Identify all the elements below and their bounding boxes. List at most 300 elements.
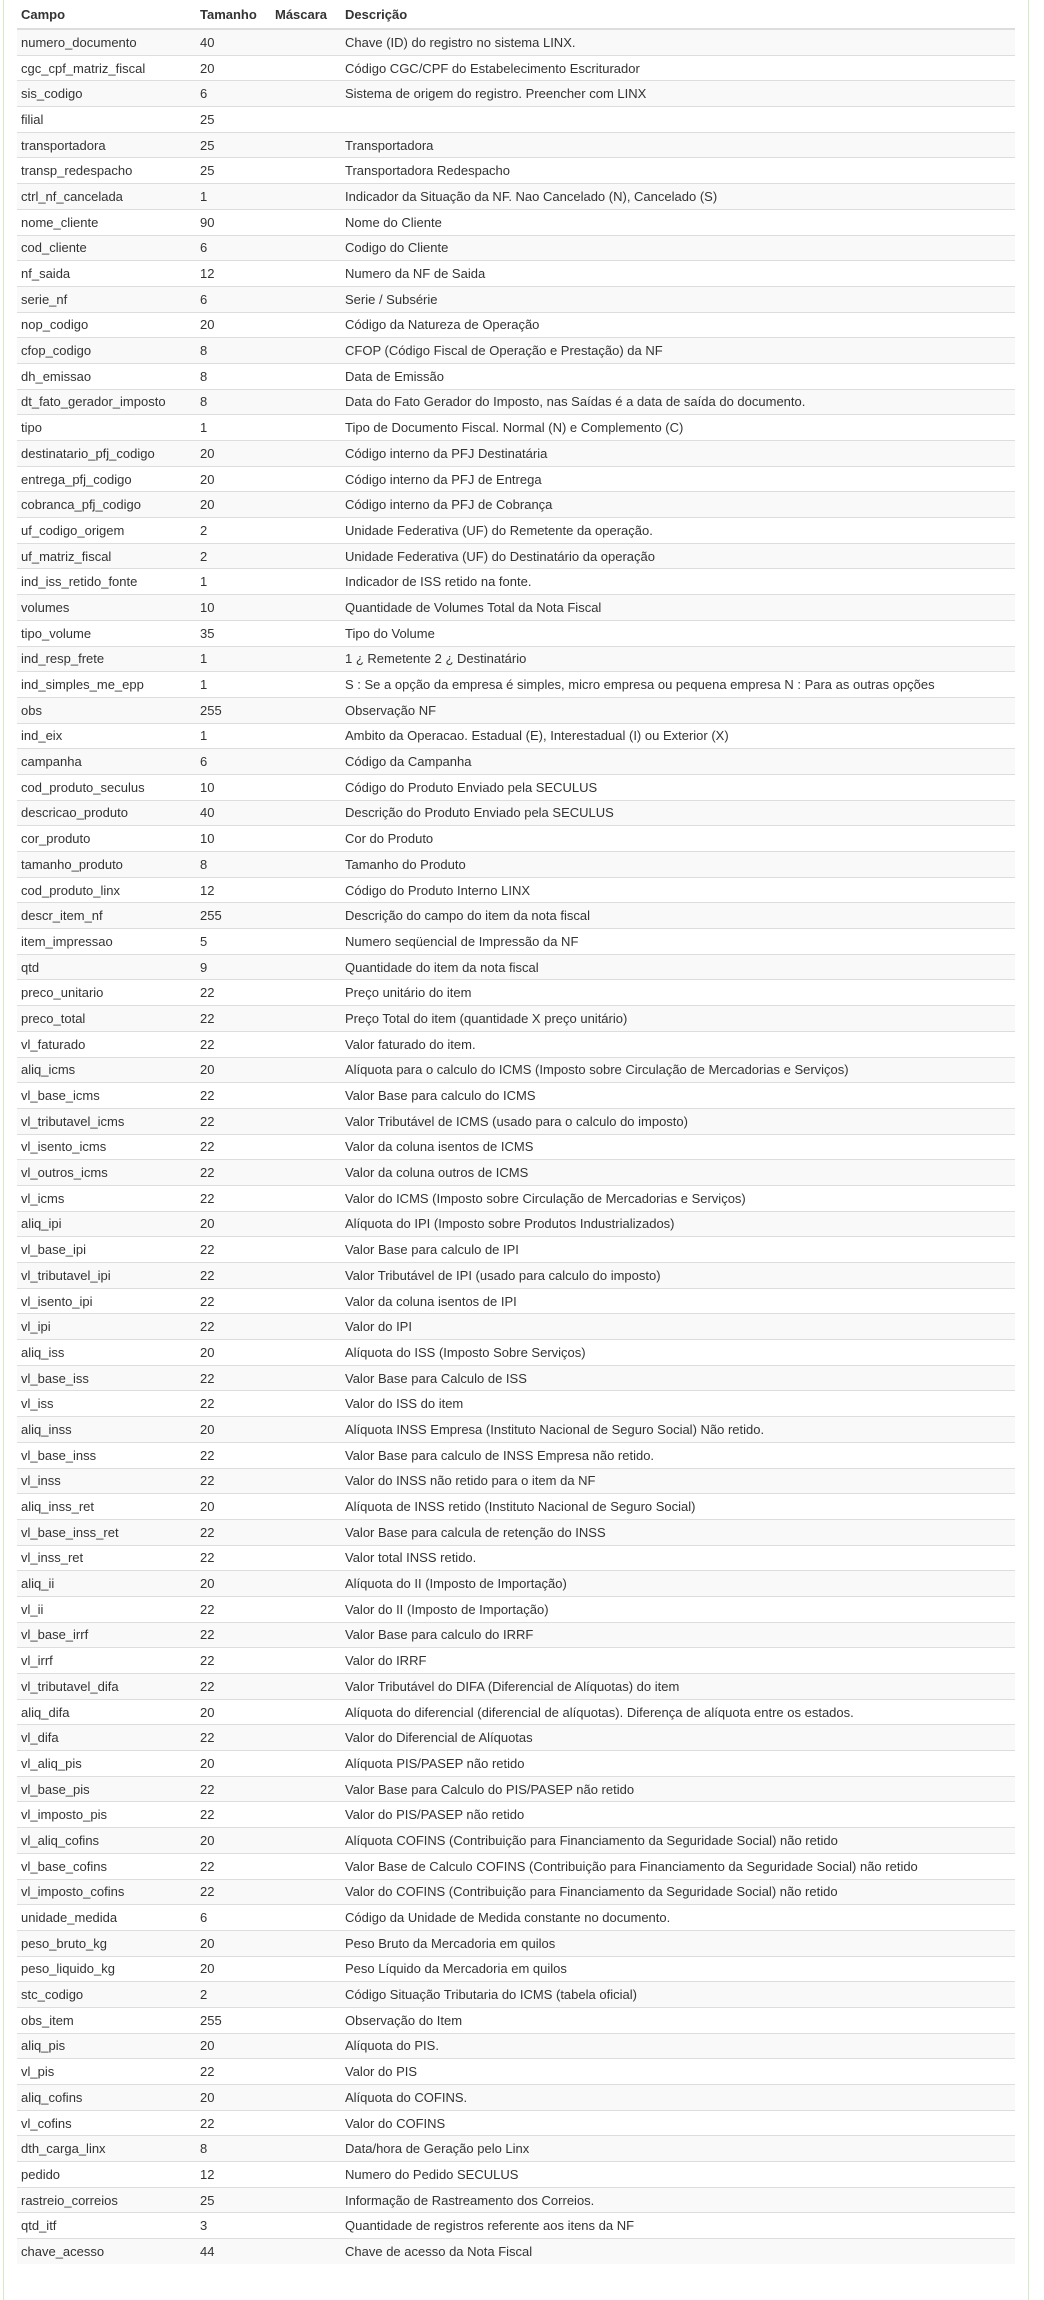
cell-campo: vl_tributavel_ipi <box>17 1263 196 1289</box>
cell-campo: vl_base_iss <box>17 1365 196 1391</box>
cell-mascara <box>271 980 341 1006</box>
cell-descricao: Observação do Item <box>341 2007 1015 2033</box>
cell-tamanho: 25 <box>196 158 271 184</box>
cell-mascara <box>271 1519 341 1545</box>
cell-campo: vl_base_pis <box>17 1776 196 1802</box>
cell-campo: cfop_codigo <box>17 338 196 364</box>
table-row <box>17 672 1015 698</box>
cell-tamanho: 20 <box>196 312 271 338</box>
column-header-campo: Campo <box>17 0 196 29</box>
cell-mascara <box>271 1468 341 1494</box>
cell-descricao: Indicador da Situação da NF. Nao Cancelado (N), Cancelado (S) <box>341 184 1015 210</box>
table-body <box>17 29 1015 2264</box>
cell-mascara <box>271 1057 341 1083</box>
cell-descricao: Data/hora de Geração pelo Linx <box>341 2136 1015 2162</box>
cell-tamanho: 8 <box>196 389 271 415</box>
cell-descricao: Codigo do Cliente <box>341 235 1015 261</box>
cell-mascara <box>271 1622 341 1648</box>
cell-mascara <box>271 492 341 518</box>
cell-mascara <box>271 1237 341 1263</box>
cell-descricao: Valor faturado do item. <box>341 1031 1015 1057</box>
cell-mascara <box>271 723 341 749</box>
cell-tamanho: 44 <box>196 2239 271 2264</box>
cell-campo: vl_ii <box>17 1596 196 1622</box>
cell-descricao: Serie / Subsérie <box>341 286 1015 312</box>
cell-descricao: Código da Unidade de Medida constante no documento. <box>341 1905 1015 1931</box>
cell-tamanho: 8 <box>196 2136 271 2162</box>
cell-mascara <box>271 184 341 210</box>
cell-descricao: Numero da NF de Saida <box>341 261 1015 287</box>
cell-descricao: Valor da coluna isentos de ICMS <box>341 1134 1015 1160</box>
cell-descricao: Descrição do campo do item da nota fiscal <box>341 903 1015 929</box>
cell-descricao: Ambito da Operacao. Estadual (E), Interestadual (I) ou Exterior (X) <box>341 723 1015 749</box>
cell-mascara <box>271 1982 341 2008</box>
cell-tamanho: 10 <box>196 595 271 621</box>
cell-tamanho: 25 <box>196 132 271 158</box>
cell-campo: dt_fato_gerador_imposto <box>17 389 196 415</box>
cell-descricao: S : Se a opção da empresa é simples, micro empresa ou pequena empresa N : Para as outras opções <box>341 672 1015 698</box>
cell-tamanho: 22 <box>196 1648 271 1674</box>
cell-mascara <box>271 1494 341 1520</box>
cell-descricao: Valor do ICMS (Imposto sobre Circulação de Mercadorias e Serviços) <box>341 1185 1015 1211</box>
cell-descricao: Transportadora <box>341 132 1015 158</box>
cell-campo: vl_tributavel_icms <box>17 1108 196 1134</box>
table-row <box>17 543 1015 569</box>
cell-descricao: Quantidade do item da nota fiscal <box>341 954 1015 980</box>
cell-tamanho: 6 <box>196 81 271 107</box>
cell-mascara <box>271 1340 341 1366</box>
cell-campo: nome_cliente <box>17 209 196 235</box>
cell-campo: vl_difa <box>17 1725 196 1751</box>
table-row <box>17 184 1015 210</box>
table-row <box>17 1519 1015 1545</box>
table-row <box>17 1391 1015 1417</box>
cell-tamanho: 1 <box>196 415 271 441</box>
cell-mascara <box>271 1108 341 1134</box>
field-definition-table <box>17 0 1015 2264</box>
cell-tamanho: 1 <box>196 184 271 210</box>
cell-mascara <box>271 697 341 723</box>
cell-campo: item_impressao <box>17 929 196 955</box>
cell-tamanho: 20 <box>196 1571 271 1597</box>
table-row <box>17 1211 1015 1237</box>
cell-campo: sis_codigo <box>17 81 196 107</box>
table-row <box>17 1751 1015 1777</box>
cell-tamanho: 22 <box>196 1879 271 1905</box>
cell-tamanho: 20 <box>196 1211 271 1237</box>
cell-descricao: Alíquota do ISS (Imposto Sobre Serviços) <box>341 1340 1015 1366</box>
cell-tamanho: 40 <box>196 29 271 55</box>
cell-campo: tipo_volume <box>17 620 196 646</box>
cell-tamanho: 22 <box>196 1725 271 1751</box>
cell-mascara <box>271 2033 341 2059</box>
table-row <box>17 338 1015 364</box>
table-row <box>17 2033 1015 2059</box>
table-row <box>17 1417 1015 1443</box>
table-row <box>17 1237 1015 1263</box>
cell-campo: descricao_produto <box>17 800 196 826</box>
cell-tamanho: 20 <box>196 1699 271 1725</box>
cell-campo: preco_total <box>17 1006 196 1032</box>
cell-campo: vl_base_inss_ret <box>17 1519 196 1545</box>
table-row <box>17 620 1015 646</box>
cell-campo: dh_emissao <box>17 363 196 389</box>
cell-tamanho: 1 <box>196 672 271 698</box>
cell-descricao: Valor do IPI <box>341 1314 1015 1340</box>
table-row <box>17 158 1015 184</box>
table-row <box>17 1340 1015 1366</box>
table-row <box>17 2110 1015 2136</box>
cell-mascara <box>271 441 341 467</box>
cell-campo: vl_base_cofins <box>17 1853 196 1879</box>
table-row <box>17 132 1015 158</box>
table-row <box>17 1108 1015 1134</box>
cell-campo: campanha <box>17 749 196 775</box>
cell-campo: cor_produto <box>17 826 196 852</box>
cell-descricao: Código da Natureza de Operação <box>341 312 1015 338</box>
table-row <box>17 1365 1015 1391</box>
cell-campo: vl_base_irrf <box>17 1622 196 1648</box>
cell-campo: cobranca_pfj_codigo <box>17 492 196 518</box>
table-row <box>17 2136 1015 2162</box>
table-row <box>17 1802 1015 1828</box>
column-header-descricao: Descrição <box>341 0 1015 29</box>
cell-descricao: Valor do COFINS (Contribuição para Financiamento da Seguridade Social) não retido <box>341 1879 1015 1905</box>
cell-campo: vl_pis <box>17 2059 196 2085</box>
cell-descricao: Código da Campanha <box>341 749 1015 775</box>
cell-tamanho: 20 <box>196 1057 271 1083</box>
cell-mascara <box>271 929 341 955</box>
cell-tamanho: 35 <box>196 620 271 646</box>
cell-descricao: Alíquota do IPI (Imposto sobre Produtos Industrializados) <box>341 1211 1015 1237</box>
cell-campo: stc_codigo <box>17 1982 196 2008</box>
cell-descricao <box>341 107 1015 133</box>
cell-campo: filial <box>17 107 196 133</box>
cell-tamanho: 22 <box>196 1776 271 1802</box>
cell-descricao: Indicador de ISS retido na fonte. <box>341 569 1015 595</box>
cell-campo: aliq_iss <box>17 1340 196 1366</box>
cell-mascara <box>271 1725 341 1751</box>
cell-mascara <box>271 1699 341 1725</box>
cell-descricao: Valor do II (Imposto de Importação) <box>341 1596 1015 1622</box>
cell-tamanho: 1 <box>196 569 271 595</box>
cell-campo: chave_acesso <box>17 2239 196 2264</box>
cell-tamanho: 20 <box>196 1828 271 1854</box>
cell-campo: vl_aliq_pis <box>17 1751 196 1777</box>
cell-mascara <box>271 1031 341 1057</box>
cell-tamanho: 5 <box>196 929 271 955</box>
cell-tamanho: 20 <box>196 492 271 518</box>
table-row <box>17 1879 1015 1905</box>
cell-tamanho: 12 <box>196 2162 271 2188</box>
cell-mascara <box>271 826 341 852</box>
frame-border-left <box>3 0 4 2300</box>
table-row <box>17 903 1015 929</box>
cell-tamanho: 22 <box>196 1545 271 1571</box>
cell-mascara <box>271 2059 341 2085</box>
cell-campo: obs <box>17 697 196 723</box>
cell-descricao: Chave de acesso da Nota Fiscal <box>341 2239 1015 2264</box>
cell-tamanho: 20 <box>196 466 271 492</box>
cell-campo: vl_imposto_cofins <box>17 1879 196 1905</box>
cell-mascara <box>271 543 341 569</box>
cell-mascara <box>271 1006 341 1032</box>
table-row <box>17 595 1015 621</box>
cell-tamanho: 20 <box>196 55 271 81</box>
cell-campo: entrega_pfj_codigo <box>17 466 196 492</box>
cell-descricao: Código do Produto Interno LINX <box>341 877 1015 903</box>
cell-campo: aliq_ii <box>17 1571 196 1597</box>
cell-campo: ind_eix <box>17 723 196 749</box>
cell-descricao: Unidade Federativa (UF) do Destinatário da operação <box>341 543 1015 569</box>
table-row <box>17 2162 1015 2188</box>
cell-descricao: Cor do Produto <box>341 826 1015 852</box>
cell-descricao: Valor do INSS não retido para o item da NF <box>341 1468 1015 1494</box>
cell-descricao: CFOP (Código Fiscal de Operação e Prestação) da NF <box>341 338 1015 364</box>
cell-descricao: Código interno da PFJ de Entrega <box>341 466 1015 492</box>
cell-tamanho: 8 <box>196 852 271 878</box>
cell-mascara <box>271 1751 341 1777</box>
cell-descricao: Descrição do Produto Enviado pela SECULUS <box>341 800 1015 826</box>
cell-descricao: Numero do Pedido SECULUS <box>341 2162 1015 2188</box>
cell-campo: cod_produto_seculus <box>17 774 196 800</box>
cell-campo: uf_codigo_origem <box>17 518 196 544</box>
cell-mascara <box>271 1160 341 1186</box>
cell-campo: nf_saida <box>17 261 196 287</box>
cell-descricao: Nome do Cliente <box>341 209 1015 235</box>
table-row <box>17 1905 1015 1931</box>
cell-campo: vl_isento_icms <box>17 1134 196 1160</box>
cell-tamanho: 25 <box>196 2187 271 2213</box>
table-row <box>17 2239 1015 2264</box>
table-row <box>17 1442 1015 1468</box>
cell-campo: volumes <box>17 595 196 621</box>
cell-mascara <box>271 107 341 133</box>
cell-tamanho: 22 <box>196 1134 271 1160</box>
cell-campo: vl_iss <box>17 1391 196 1417</box>
cell-tamanho: 3 <box>196 2213 271 2239</box>
table-row <box>17 1699 1015 1725</box>
cell-mascara <box>271 1417 341 1443</box>
cell-campo: aliq_difa <box>17 1699 196 1725</box>
table-row <box>17 389 1015 415</box>
cell-tamanho: 22 <box>196 1031 271 1057</box>
cell-campo: cgc_cpf_matriz_fiscal <box>17 55 196 81</box>
cell-mascara <box>271 569 341 595</box>
cell-campo: ctrl_nf_cancelada <box>17 184 196 210</box>
cell-tamanho: 2 <box>196 1982 271 2008</box>
cell-mascara <box>271 620 341 646</box>
cell-descricao: Valor do ISS do item <box>341 1391 1015 1417</box>
cell-descricao: Valor Tributável do DIFA (Diferencial de Alíquotas) do item <box>341 1674 1015 1700</box>
cell-descricao: Alíquota para o calculo do ICMS (Imposto sobre Circulação de Mercadorias e Serviços) <box>341 1057 1015 1083</box>
cell-descricao: Valor Base para calculo de INSS Empresa não retido. <box>341 1442 1015 1468</box>
cell-campo: dth_carga_linx <box>17 2136 196 2162</box>
cell-campo: qtd_itf <box>17 2213 196 2239</box>
cell-mascara <box>271 286 341 312</box>
table-row <box>17 1725 1015 1751</box>
cell-descricao: Alíquota de INSS retido (Instituto Nacional de Seguro Social) <box>341 1494 1015 1520</box>
cell-mascara <box>271 1263 341 1289</box>
cell-mascara <box>271 1674 341 1700</box>
table-row <box>17 646 1015 672</box>
table-row <box>17 774 1015 800</box>
cell-mascara <box>271 1930 341 1956</box>
cell-tamanho: 20 <box>196 1930 271 1956</box>
cell-tamanho: 20 <box>196 2033 271 2059</box>
cell-campo: vl_imposto_pis <box>17 1802 196 1828</box>
cell-descricao: Valor do Diferencial de Alíquotas <box>341 1725 1015 1751</box>
table-row <box>17 209 1015 235</box>
cell-descricao: Código Situação Tributaria do ICMS (tabela oficial) <box>341 1982 1015 2008</box>
table-row <box>17 29 1015 55</box>
cell-mascara <box>271 852 341 878</box>
cell-tamanho: 1 <box>196 723 271 749</box>
cell-mascara <box>271 2085 341 2111</box>
table-row <box>17 1494 1015 1520</box>
cell-mascara <box>271 1776 341 1802</box>
table-row <box>17 492 1015 518</box>
cell-descricao: Quantidade de registros referente aos itens da NF <box>341 2213 1015 2239</box>
cell-campo: transportadora <box>17 132 196 158</box>
table-row <box>17 81 1015 107</box>
cell-descricao: Valor do COFINS <box>341 2110 1015 2136</box>
cell-tamanho: 1 <box>196 646 271 672</box>
table-row <box>17 107 1015 133</box>
cell-tamanho: 25 <box>196 107 271 133</box>
cell-descricao: Tipo de Documento Fiscal. Normal (N) e Complemento (C) <box>341 415 1015 441</box>
cell-campo: tipo <box>17 415 196 441</box>
cell-mascara <box>271 1314 341 1340</box>
table-row <box>17 1083 1015 1109</box>
cell-tamanho: 22 <box>196 1622 271 1648</box>
cell-descricao: Valor Base para Calculo de ISS <box>341 1365 1015 1391</box>
cell-descricao: Tipo do Volume <box>341 620 1015 646</box>
cell-campo: nop_codigo <box>17 312 196 338</box>
table-row <box>17 1776 1015 1802</box>
cell-tamanho: 20 <box>196 441 271 467</box>
table-row <box>17 1853 1015 1879</box>
table-row <box>17 1674 1015 1700</box>
cell-descricao: Sistema de origem do registro. Preencher com LINX <box>341 81 1015 107</box>
cell-mascara <box>271 235 341 261</box>
cell-descricao: Código interno da PFJ Destinatária <box>341 441 1015 467</box>
cell-campo: preco_unitario <box>17 980 196 1006</box>
cell-campo: vl_isento_ipi <box>17 1288 196 1314</box>
cell-mascara <box>271 1571 341 1597</box>
table-row <box>17 1288 1015 1314</box>
cell-campo: vl_ipi <box>17 1314 196 1340</box>
cell-mascara <box>271 1134 341 1160</box>
table-row <box>17 1160 1015 1186</box>
cell-mascara <box>271 1185 341 1211</box>
table-row <box>17 749 1015 775</box>
cell-tamanho: 2 <box>196 543 271 569</box>
cell-mascara <box>271 2239 341 2264</box>
cell-campo: vl_tributavel_difa <box>17 1674 196 1700</box>
cell-descricao: Valor Base para calcula de retenção do INSS <box>341 1519 1015 1545</box>
table-row <box>17 1956 1015 1982</box>
column-header-tamanho: Tamanho <box>196 0 271 29</box>
frame-border-right <box>1028 0 1029 2300</box>
cell-mascara <box>271 1391 341 1417</box>
cell-campo: ind_simples_me_epp <box>17 672 196 698</box>
table-row <box>17 1006 1015 1032</box>
cell-tamanho: 22 <box>196 980 271 1006</box>
cell-tamanho: 22 <box>196 2110 271 2136</box>
cell-descricao: Quantidade de Volumes Total da Nota Fiscal <box>341 595 1015 621</box>
cell-tamanho: 20 <box>196 1751 271 1777</box>
table-row <box>17 877 1015 903</box>
cell-tamanho: 20 <box>196 1494 271 1520</box>
cell-mascara <box>271 261 341 287</box>
cell-descricao: Preço Total do item (quantidade X preço unitário) <box>341 1006 1015 1032</box>
cell-mascara <box>271 903 341 929</box>
cell-descricao: Valor da coluna outros de ICMS <box>341 1160 1015 1186</box>
table-row <box>17 2007 1015 2033</box>
cell-campo: obs_item <box>17 2007 196 2033</box>
table-row <box>17 723 1015 749</box>
cell-tamanho: 8 <box>196 338 271 364</box>
cell-descricao: Observação NF <box>341 697 1015 723</box>
table-row <box>17 800 1015 826</box>
cell-descricao: Valor da coluna isentos de IPI <box>341 1288 1015 1314</box>
cell-mascara <box>271 1083 341 1109</box>
cell-mascara <box>271 55 341 81</box>
cell-tamanho: 6 <box>196 1905 271 1931</box>
cell-mascara <box>271 389 341 415</box>
cell-mascara <box>271 1879 341 1905</box>
cell-mascara <box>271 1596 341 1622</box>
cell-campo: vl_outros_icms <box>17 1160 196 1186</box>
cell-tamanho: 8 <box>196 363 271 389</box>
cell-mascara <box>271 2187 341 2213</box>
cell-descricao: Preço unitário do item <box>341 980 1015 1006</box>
cell-campo: aliq_ipi <box>17 1211 196 1237</box>
table-row <box>17 1648 1015 1674</box>
cell-mascara <box>271 363 341 389</box>
table-row <box>17 697 1015 723</box>
cell-tamanho: 22 <box>196 1596 271 1622</box>
cell-campo: unidade_medida <box>17 1905 196 1931</box>
table-row <box>17 2213 1015 2239</box>
table-row <box>17 2085 1015 2111</box>
cell-tamanho: 22 <box>196 1108 271 1134</box>
cell-tamanho: 12 <box>196 261 271 287</box>
cell-descricao: Valor Tributável de ICMS (usado para o calculo do imposto) <box>341 1108 1015 1134</box>
cell-campo: vl_cofins <box>17 2110 196 2136</box>
cell-mascara <box>271 466 341 492</box>
cell-campo: serie_nf <box>17 286 196 312</box>
cell-descricao: Valor do PIS/PASEP não retido <box>341 1802 1015 1828</box>
cell-mascara <box>271 2007 341 2033</box>
cell-campo: uf_matriz_fiscal <box>17 543 196 569</box>
cell-descricao: Unidade Federativa (UF) do Remetente da operação. <box>341 518 1015 544</box>
cell-tamanho: 10 <box>196 774 271 800</box>
cell-campo: cod_cliente <box>17 235 196 261</box>
cell-tamanho: 10 <box>196 826 271 852</box>
cell-mascara <box>271 1365 341 1391</box>
cell-descricao: Transportadora Redespacho <box>341 158 1015 184</box>
cell-mascara <box>271 1545 341 1571</box>
cell-campo: aliq_cofins <box>17 2085 196 2111</box>
cell-descricao: Valor Base para calculo do IRRF <box>341 1622 1015 1648</box>
table-row <box>17 261 1015 287</box>
cell-tamanho: 20 <box>196 1956 271 1982</box>
cell-mascara <box>271 800 341 826</box>
table-row <box>17 1057 1015 1083</box>
cell-mascara <box>271 1442 341 1468</box>
